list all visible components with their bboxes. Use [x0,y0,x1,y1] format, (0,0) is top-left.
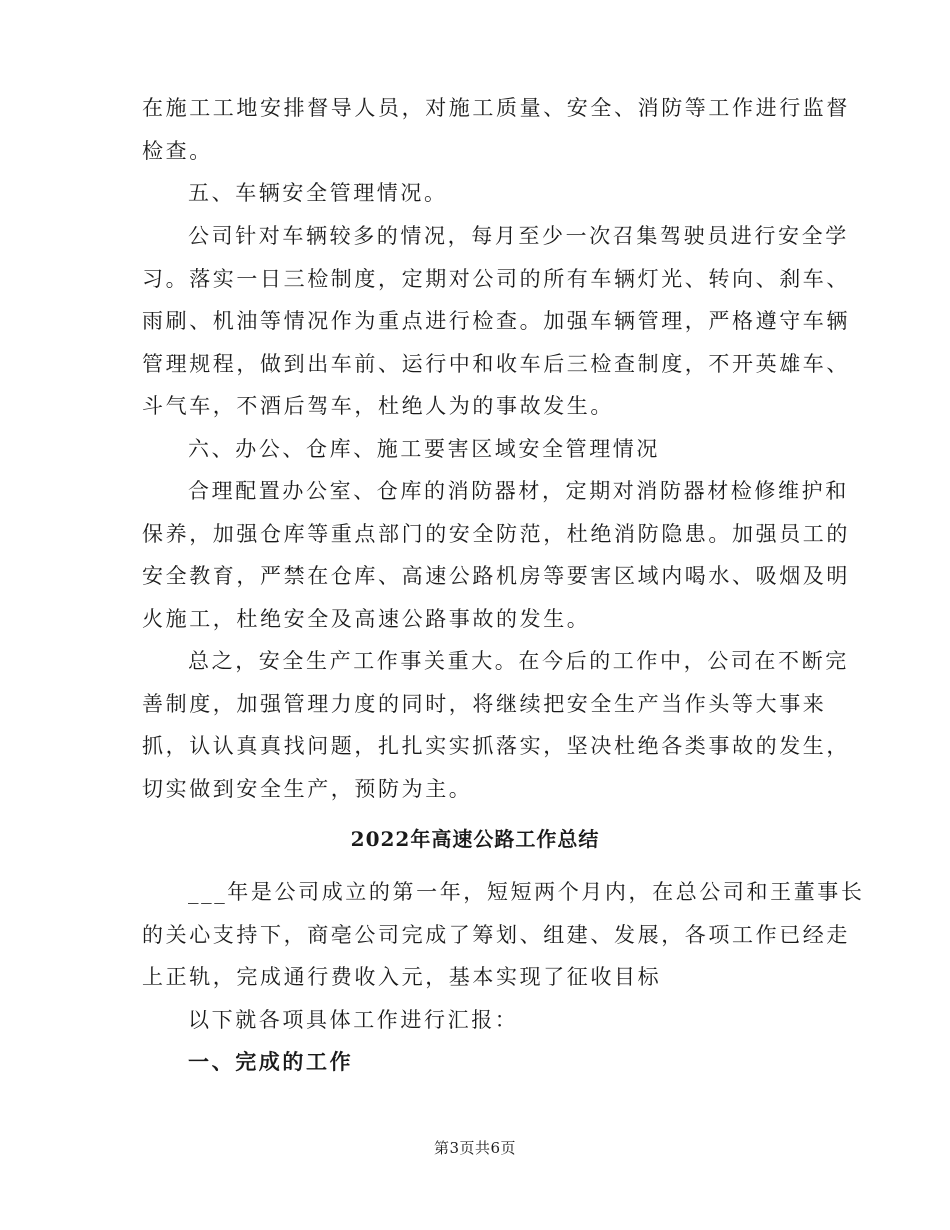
paragraph-line: 的关心支持下，商亳公司完成了筹划、组建、发展，各项工作已经走 [142,923,850,947]
paragraph-line: 善制度，加强管理力度的同时，将继续把安全生产当作头等大事来 [142,692,827,716]
report-intro-line: 以下就各项具体工作进行汇报： [188,1008,519,1032]
paragraph-line: 管理规程，做到出车前、运行中和收车后三检查制度，不开英雄车、 [142,352,850,376]
paragraph-line: 上正轨，完成通行费收入元，基本实现了征收目标 [142,965,662,989]
paragraph-line: 公司针对车辆较多的情况，每月至少一次召集驾驶员进行安全学 [188,224,849,248]
paragraph-line: 总之，安全生产工作事关重大。在今后的工作中，公司在不断完 [188,649,849,673]
paragraph-line: ___年是公司成立的第一年，短短两个月内，在总公司和王董事长 [188,880,865,904]
paragraph-line: 抓，认认真真找问题，扎扎实实抓落实，坚决杜绝各类事故的发生， [142,734,850,758]
section-title: 2022年高速公路工作总结 [350,827,600,851]
page-number: 第3页共6页 [433,1139,517,1157]
paragraph-line: 切实做到安全生产，预防为主。 [142,777,473,801]
paragraph-line: 保养，加强仓库等重点部门的安全防范，杜绝消防隐患。加强员工的 [142,522,850,546]
paragraph-line: 安全教育，严禁在仓库、高速公路机房等要害区域内喝水、吸烟及明 [142,564,850,588]
paragraph-line: 斗气车，不酒后驾车，杜绝人为的事故发生。 [142,394,614,418]
paragraph-line: 雨刷、机油等情况作为重点进行检查。加强车辆管理，严格遵守车辆 [142,309,850,333]
section-heading-6: 六、办公、仓库、施工要害区域安全管理情况 [188,437,660,461]
heading-completed-work: 一、完成的工作 [188,1049,354,1074]
paragraph-line: 检查。 [142,139,213,163]
paragraph-line: 在施工工地安排督导人员，对施工质量、安全、消防等工作进行监督 [142,96,850,120]
paragraph-line: 合理配置办公室、仓库的消防器材，定期对消防器材检修维护和 [188,479,849,503]
paragraph-line: 火施工，杜绝安全及高速公路事故的发生。 [142,607,591,631]
section-heading-5: 五、车辆安全管理情况。 [188,181,448,205]
paragraph-line: 习。落实一日三检制度，定期对公司的所有车辆灯光、转向、刹车、 [142,267,850,291]
